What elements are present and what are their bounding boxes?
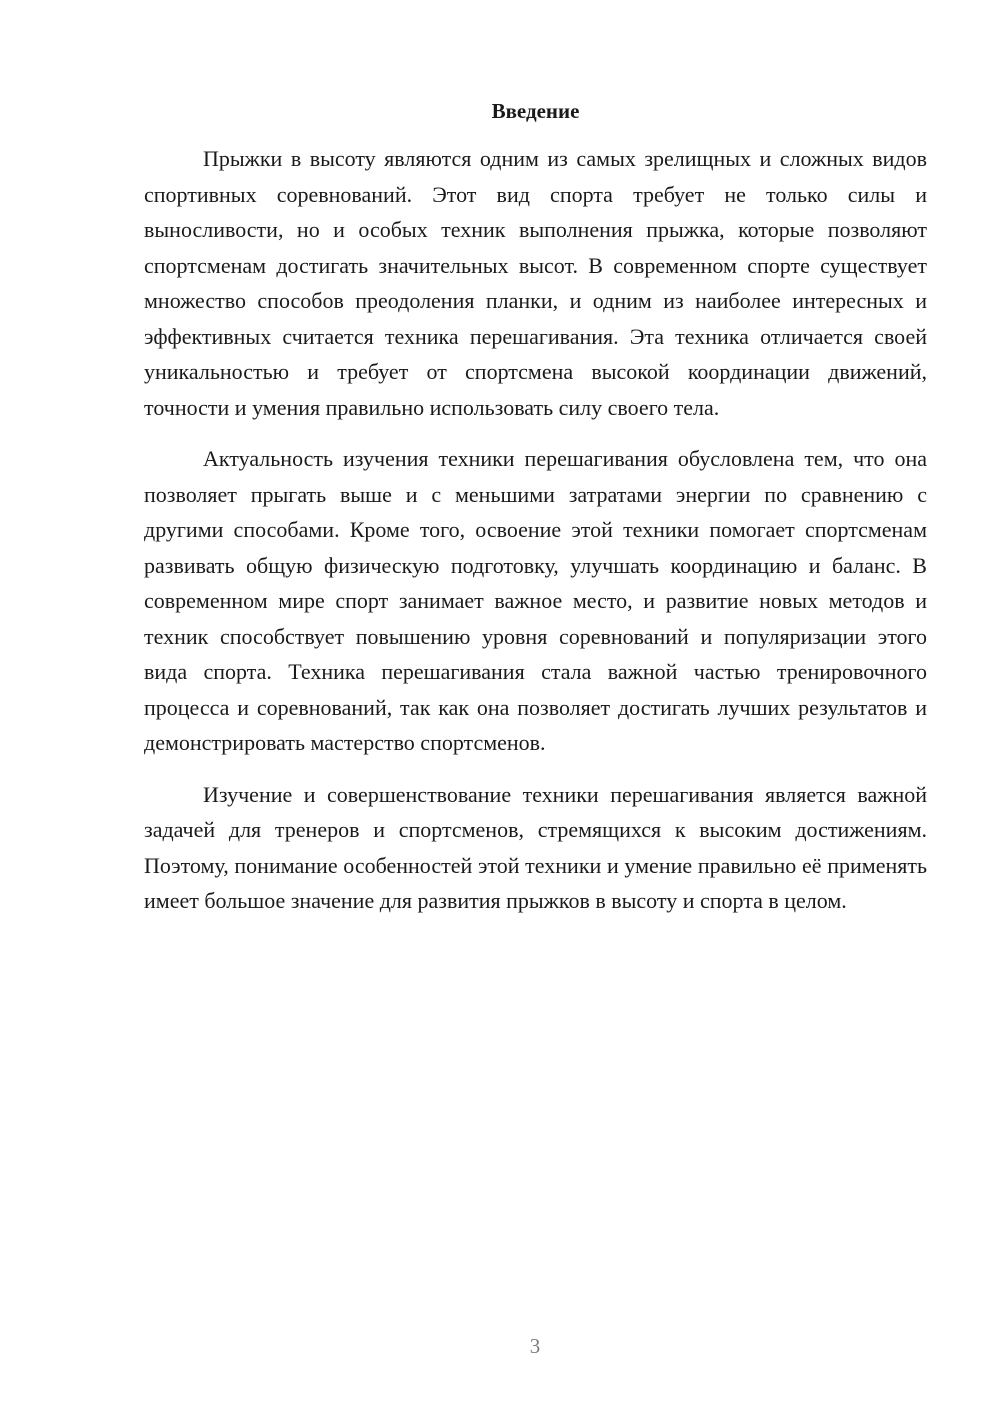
paragraph-3: Изучение и совершенствование техники перешагивания является важной задачей для тренеров и спортсменов, стремящихся к высоким достижениям. Поэтому, понимание особенностей этой техники и умение правильно её применять имеет большое значение для развития прыжков в высоту и спорта в целом. bbox=[144, 781, 927, 913]
page-content bbox=[144, 96, 927, 935]
paragraph-1: Прыжки в высоту являются одним из самых зрелищных и сложных видов спортивных соревнований. Этот вид спорта требует не только силы и выносливости, но и особых техник выполнения прыжка, которые позволяют спортсменам достигать значительных высот. В современном спорте существует множество способов преодоления планки, и одним из наиболее интересных и эффективных считается техника перешагивания. Эта техника отличается своей уникальностью и требует от спортсмена высокой координации движений, точности и умения правильно использовать силу своего тела. bbox=[144, 146, 927, 420]
paragraph-2: Актуальность изучения техники перешагивания обусловлена тем, что она позволяет прыгать выше и с меньшими затратами энергии по сравнению с другими способами. Кроме того, освоение этой техники помогает спортсменам развивать общую физическую подготовку, улучшать координацию и баланс. В современном мире спорт занимает важное место, и развитие новых методов и техник способствует повышению уровня соревнований и популяризации этого вида спорта. Техника перешагивания стала важной частью тренировочного процесса и соревнований, так как она позволяет достигать лучших результатов и демонстрировать мастерство спортсменов. bbox=[144, 446, 927, 755]
section-title: Введение bbox=[491, 99, 580, 123]
page-number: 3 bbox=[529, 1334, 541, 1358]
